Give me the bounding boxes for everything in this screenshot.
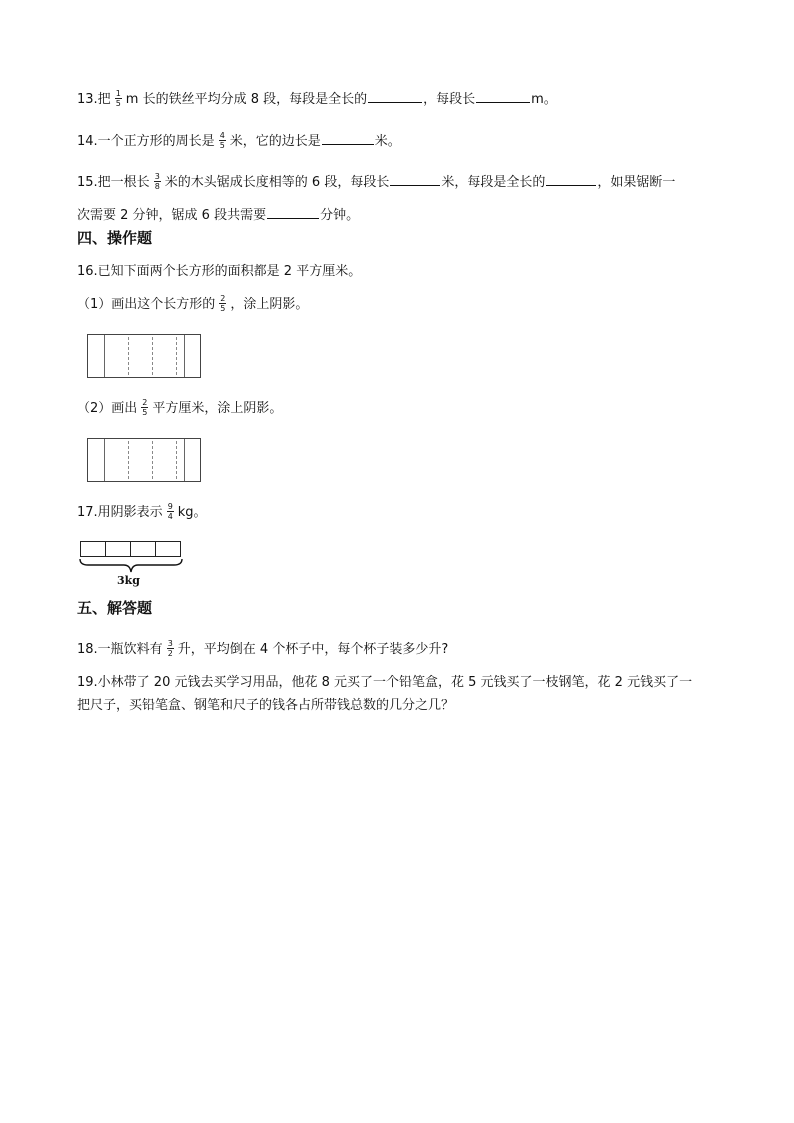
divider-line: [104, 335, 105, 377]
divider-line: [104, 439, 105, 481]
answer-blank[interactable]: [546, 171, 596, 186]
question-15-line2: 次需要 2 分钟，锯成 6 段共需要 分钟。: [77, 204, 359, 225]
fraction: $\frac{3}{2}$: [167, 639, 173, 658]
question-19-line2: 把尺子，买铅笔盒、钢笔和尺子的钱各占所带钱总数的几分之几？: [77, 698, 455, 713]
dashed-divider: [176, 441, 177, 479]
answer-blank[interactable]: [322, 130, 374, 145]
dashed-divider: [152, 441, 153, 479]
question-16: 16.已知下面两个长方形的面积都是 2 平方厘米。: [77, 264, 362, 279]
fraction: $\frac{2}{5}$: [220, 294, 226, 313]
question-18: 18.一瓶饮料有 $\frac{3}{2}$ 升，平均倒在 4 个杯子中，每个杯子装多少升?: [77, 639, 449, 658]
answer-blank[interactable]: [390, 171, 440, 186]
section-heading: 四、操作题: [77, 229, 153, 247]
fraction: $\frac{9}{4}$: [167, 502, 173, 521]
dashed-divider: [128, 337, 129, 375]
fraction: $\frac{3}{8}$: [154, 172, 160, 191]
bar-cell[interactable]: [106, 542, 131, 556]
fraction: $\frac{4}{5}$: [219, 131, 225, 150]
dashed-divider: [176, 337, 177, 375]
question-19-line1: 19.小林带了 20 元钱去买学习用品，他花 8 元买了一个铅笔盒，花 5 元钱买了一枝钢笔，花 2 元钱买了一: [77, 675, 693, 690]
answer-blank[interactable]: [476, 88, 530, 103]
bar-cell[interactable]: [131, 542, 156, 556]
section-heading: 五、解答题: [77, 599, 153, 617]
bar-cell[interactable]: [156, 542, 180, 556]
question-16-part-2: （2）画出 $\frac{2}{5}$ 平方厘米，涂上阴影。: [77, 398, 283, 417]
question-13: 13.把 $\frac{1}{5}$ m 长的铁丝平均分成 8 段，每段是全长的 ，每段长 m。: [77, 89, 557, 108]
question-16-part-1: （1）画出这个长方形的 $\frac{2}{5}$ ，涂上阴影。: [77, 294, 309, 313]
divider-line: [184, 439, 185, 481]
fraction: $\frac{2}{5}$: [142, 398, 148, 417]
rectangle-diagram-1[interactable]: [87, 334, 201, 378]
question-15: 15.把一根长 $\frac{3}{8}$ 米的木头锯成长度相等的 6 段，每段长 米，每段是全长的 ，如果锯断一: [77, 172, 676, 191]
divider-line: [184, 335, 185, 377]
dashed-divider: [128, 441, 129, 479]
kg-bar-diagram[interactable]: [80, 541, 181, 557]
rectangle-diagram-2[interactable]: [87, 438, 201, 482]
answer-blank[interactable]: [267, 204, 319, 219]
fraction: $\frac{1}{5}$: [115, 89, 121, 108]
question-17: 17.用阴影表示 $\frac{9}{4}$ kg。: [77, 502, 207, 521]
bar-label: 3kg: [117, 574, 140, 587]
q13-text: m 长的铁丝平均分成 8 段，每段是全长的: [125, 92, 368, 107]
q13-prefix: 13.把: [77, 92, 111, 107]
brace-icon: [78, 558, 184, 574]
answer-blank[interactable]: [368, 88, 422, 103]
dashed-divider: [152, 337, 153, 375]
question-14: 14.一个正方形的周长是 $\frac{4}{5}$ 米，它的边长是 米。: [77, 131, 401, 150]
bar-cell[interactable]: [81, 542, 106, 556]
